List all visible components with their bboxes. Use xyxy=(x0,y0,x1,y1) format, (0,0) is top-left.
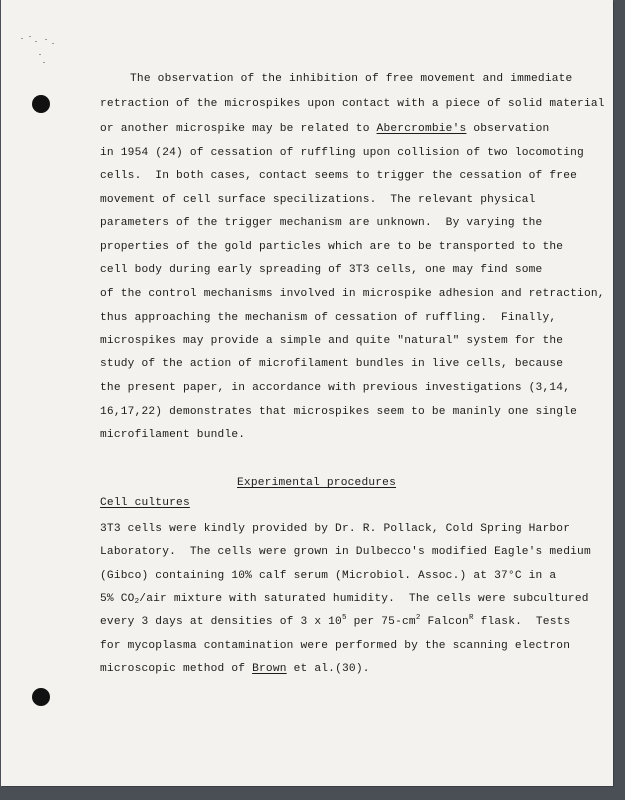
text-line xyxy=(100,592,589,606)
text-span: Falcon xyxy=(420,616,469,628)
superscript: 5 xyxy=(341,614,347,622)
text-span: every 3 days at densities of 3 x 10 xyxy=(100,616,342,628)
superscript: 2 xyxy=(415,614,421,622)
text-line: (Gibco) containing 10% calf serum (Microbiol. Assoc.) at 37°C in a xyxy=(100,570,557,582)
text-line: the present paper, in accordance with previous investigations (3,14, xyxy=(100,382,571,394)
punch-hole-top xyxy=(32,95,50,113)
text-line: thus approaching the mechanism of cessation of ruffling. Finally, xyxy=(100,312,557,324)
citation-abercrombie: Abercrombie's xyxy=(376,123,467,135)
paper-specks xyxy=(19,34,59,70)
text-span: /air mixture with saturated humidity. The cells were subcultured xyxy=(139,593,589,605)
subsection-heading: Cell cultures xyxy=(100,497,190,509)
subscript: 2 xyxy=(134,598,140,606)
punch-hole-bottom xyxy=(32,688,50,706)
text-span: flask. Tests xyxy=(473,616,571,628)
text-line: microfilament bundle. xyxy=(100,429,246,441)
text-span: 5% CO xyxy=(100,593,135,605)
text-line: movement of cell surface specilizations. The relevant physical xyxy=(100,194,536,206)
text-line: in 1954 (24) of cessation of ruffling upon collision of two locomoting xyxy=(100,147,584,159)
text-line: for mycoplasma contamination were performed by the scanning electron xyxy=(100,640,571,652)
text-line: microspikes may provide a simple and quite "natural" system for the xyxy=(100,335,564,347)
section-heading: Experimental procedures xyxy=(237,477,397,489)
text-line xyxy=(100,662,370,676)
text-line: The observation of the inhibition of free movement and immediate xyxy=(130,73,573,85)
text-span: observation xyxy=(466,123,550,135)
document-page xyxy=(1,0,613,786)
text-line: cell body during early spreading of 3T3 cells, one may find some xyxy=(100,264,543,276)
text-line: 16,17,22) demonstrates that microspikes seem to be maninly one single xyxy=(100,406,578,418)
citation-brown: Brown xyxy=(252,663,287,675)
text-line: parameters of the trigger mechanism are unknown. By varying the xyxy=(100,217,543,229)
text-line xyxy=(100,615,570,629)
text-line: 3T3 cells were kindly provided by Dr. R. Pollack, Cold Spring Harbor xyxy=(100,523,571,535)
text-span: microscopic method of xyxy=(100,663,253,675)
text-line: retraction of the microspikes upon contact with a piece of solid material xyxy=(100,98,605,110)
text-span: per 75-cm xyxy=(346,616,416,628)
superscript: R xyxy=(468,614,474,622)
text-line: Laboratory. The cells were grown in Dulbecco's modified Eagle's medium xyxy=(100,546,591,558)
text-line: cells. In both cases, contact seems to trigger the cessation of free xyxy=(100,170,578,182)
text-span: or another microspike may be related to xyxy=(100,123,377,135)
text-line: of the control mechanisms involved in microspike adhesion and retraction, xyxy=(100,288,605,300)
text-line xyxy=(100,122,549,136)
text-line: properties of the gold particles which are to be transported to the xyxy=(100,241,564,253)
text-line: study of the action of microfilament bundles in live cells, because xyxy=(100,358,564,370)
text-span: et al.(30). xyxy=(286,663,370,675)
